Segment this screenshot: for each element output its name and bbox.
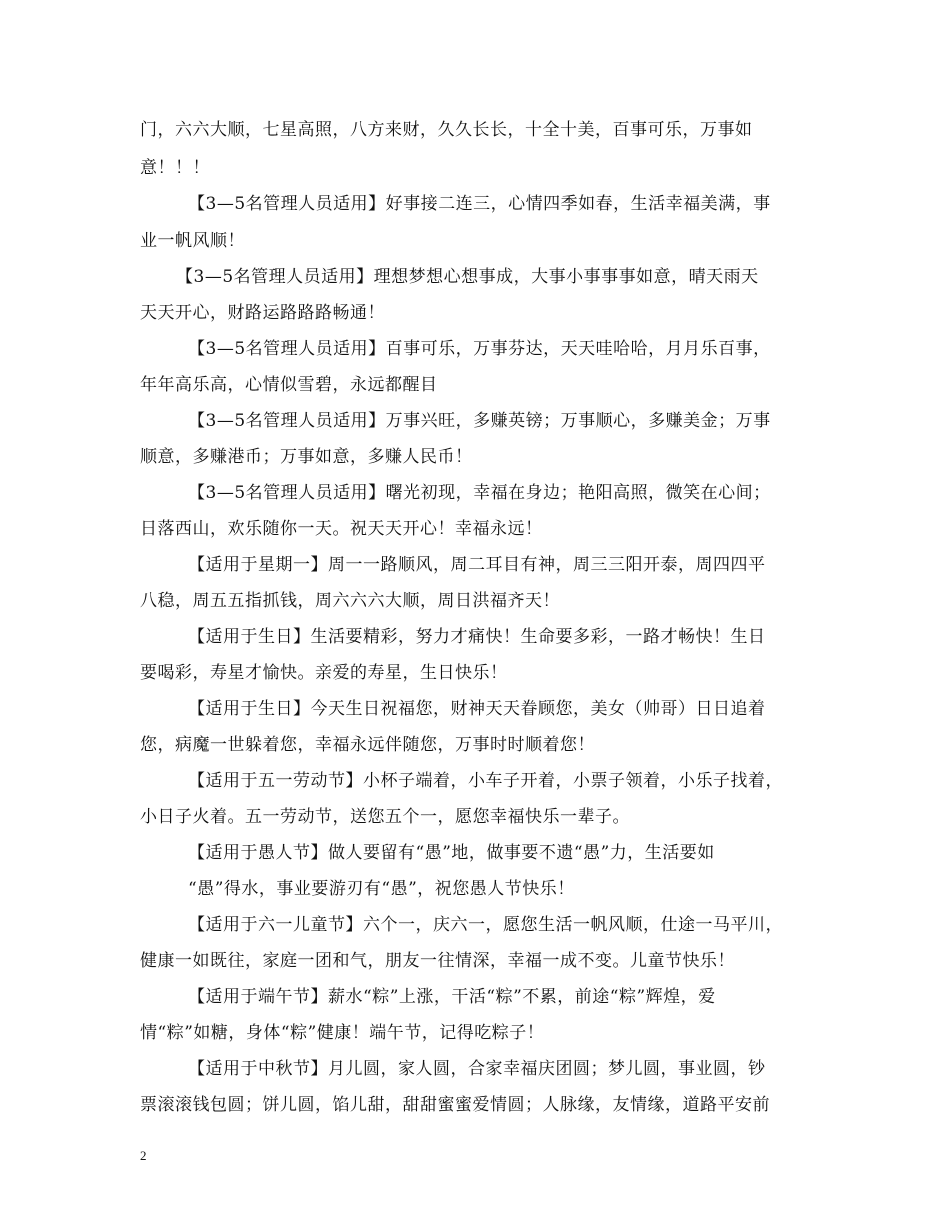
text-line: 情“粽”如糖，身体“粽”健康！端午节，记得吃粽子！ xyxy=(140,1023,545,1043)
text-line: 【适用于中秋节】月儿圆，家人圆，合家幸福庆团圆；梦儿圆，事业圆，钞 xyxy=(188,1059,766,1079)
text-line: 年年高乐高，心情似雪碧，永远都醒目 xyxy=(140,375,438,395)
text-line: 【3—5名管理人员适用】百事可乐，万事芬达，天天哇哈哈，月月乐百事， xyxy=(188,339,771,359)
text-line: 【3—5名管理人员适用】好事接二连三，心情四季如春，生活幸福美满，事 xyxy=(188,194,771,214)
text-line: 【适用于五一劳动节】小杯子端着，小车子开着，小票子领着，小乐子找着， xyxy=(188,771,783,791)
text-line: 小日子火着。五一劳动节，送您五个一，愿您幸福快乐一辈子。 xyxy=(140,807,630,827)
text-line: 门，六六大顺，七星高照，八方来财，久久长长，十全十美，百事可乐，万事如 xyxy=(140,120,753,140)
text-line: 【适用于六一儿童节】六个一，庆六一，愿您生活一帆风顺，仕途一马平川， xyxy=(188,915,783,935)
text-line: 您，病魔一世躲着您，幸福永远伴随您，万事时时顺着您！ xyxy=(140,735,595,755)
text-line: 【适用于生日】今天生日祝福您，财神天天眷顾您，美女（帅哥）日日追着 xyxy=(188,699,766,719)
text-line: 【3—5名管理人员适用】理想梦想心想事成，大事小事事事如意，晴天雨天 xyxy=(176,267,759,287)
text-line: 票滚滚钱包圆；饼儿圆，馅儿甜，甜甜蜜蜜爱情圆；人脉缘，友情缘，道路平安前 xyxy=(140,1095,770,1115)
text-line: 【适用于愚人节】做人要留有“愚”地，做事要不遗“愚”力，生活要如 xyxy=(188,843,715,863)
text-line: 业一帆风顺！ xyxy=(140,231,245,251)
text-line: “愚”得水，事业要游刃有“愚”，祝您愚人节快乐！ xyxy=(188,879,575,899)
text-line: 【适用于端午节】薪水“粽”上涨，干活“粽”不累，前途“粽”辉煌，爱 xyxy=(188,987,716,1007)
text-line: 要喝彩，寿星才愉快。亲爱的寿星，生日快乐！ xyxy=(140,663,508,683)
text-line: 【适用于星期一】周一一路顺风，周二耳目有神，周三三阳开泰，周四四平 xyxy=(188,555,766,575)
text-line: 【适用于生日】生活要精彩，努力才痛快！生命要多彩，一路才畅快！生日 xyxy=(188,627,766,647)
text-line: 【3—5名管理人员适用】曙光初现，幸福在身边；艳阳高照，微笑在心间； xyxy=(188,483,771,503)
text-line: 八稳，周五五指抓钱，周六六六大顺，周日洪福齐天！ xyxy=(140,591,560,611)
page-number: 2 xyxy=(140,1148,147,1163)
text-line: 意！！！ xyxy=(140,158,210,178)
text-line: 日落西山，欢乐随你一天。祝天天开心！幸福永远！ xyxy=(140,519,543,539)
text-line: 【3—5名管理人员适用】万事兴旺，多赚英镑；万事顺心，多赚美金；万事 xyxy=(188,411,771,431)
text-line: 天天开心，财路运路路路畅通！ xyxy=(140,303,385,323)
text-line: 健康一如既往，家庭一团和气，朋友一往情深，幸福一成不变。儿童节快乐！ xyxy=(140,951,735,971)
text-line: 顺意，多赚港币；万事如意，多赚人民币！ xyxy=(140,447,473,467)
